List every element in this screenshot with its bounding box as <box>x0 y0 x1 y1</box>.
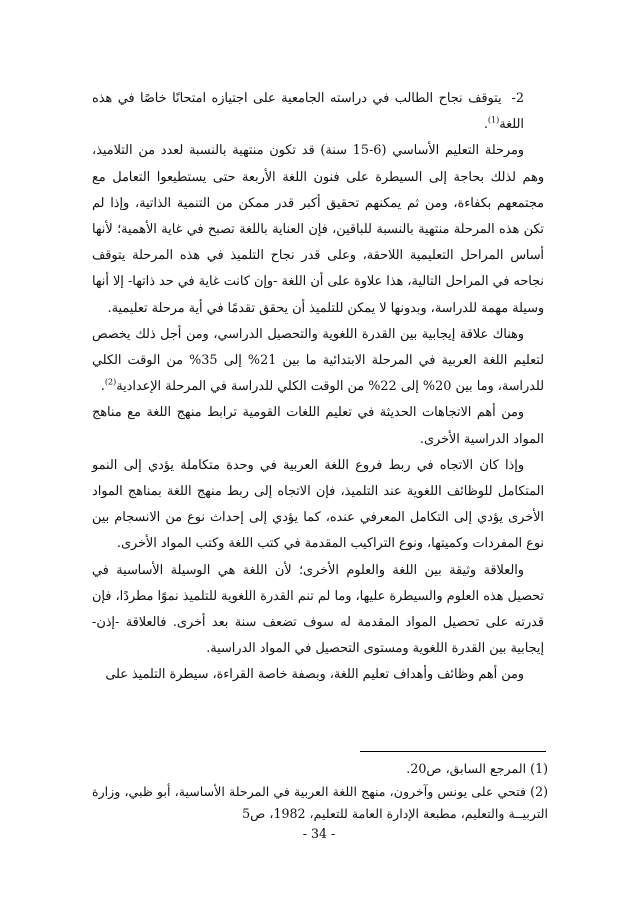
paragraph-text: يتوقف نجاح الطالب في دراسته الجامعية على اجتيازه امتحانًا خاصًا في هذه اللغة <box>92 91 524 133</box>
footnote-text: فتحي على يونس وآخرون، منهج اللغة العربية في المرحلة الأساسية، أبو ظبي، وزارة التربيــة والتعليم، مطبعة الإدارة العامة للتعليم، 1982، ص5 <box>92 783 548 821</box>
footnote <box>92 781 548 826</box>
paragraph: ومرحلة التعليم الأساسي (6-15 سنة) قد تكون منتهية بالنسبة لعدد من التلاميذ، وهم لذلك بحاجة إلى السيطرة على فنون اللغة الأربعة حتى يستطيعوا التعامل مع مجتمعهم بكفاءة، ومن ثم يمكنهم تحقيق أكبر قدر ممكن من التنمية الذاتية، وإذا لم تكن هذه المرحلة منتهية بالنسبة للباقين، فإن العناية باللغة تصبح في غاية الأهمية؛ لأنها أساس المراحل التعليمية اللاحقة، وعلى قدر نجاح التلميذ في هذه المرحلة يتوقف نجاحه في المراحل التالية، هذا علاوة على أن اللغة -وإن كانت غاية في حد ذاتها- إلا أنها وسيلة مهمة للدراسة، وبدونها لا يمكن للتلميذ أن يحقق تقدمًا في أية مرحلة تعليمية. <box>92 143 544 316</box>
footnote <box>92 758 548 781</box>
footnote-marker: (1) <box>530 761 548 776</box>
paragraph: وإذا كان الاتجاه في ربط فروع اللغة العربية في وحدة متكاملة يؤدي إلى النمو المتكامل للوظائف اللغوية عند التلميذ، فإن الاتجاه إلى ربط منهج اللغة بمناهج المواد الأخرى يؤدي إلى التكامل المعرفي عنده، كما يؤدي إلى إحداث نوع من الانسجام بين نوع المفردات وكميتها، ونوع التراكيب المقدمة في كتب اللغة وكتب المواد الأخرى. <box>92 457 544 552</box>
paragraph: والعلاقة وثيقة بين اللغة والعلوم الأخرى؛ لأن اللغة هي الوسيلة الأساسية في تحصيل هذه العلوم والسيطرة عليها، وما لم تنم القدرة اللغوية للتلميذ نموًا مطردًا، فإن قدرته على تحصيل المواد المقدمة له سوف تضعف سنة بعد أخرى. فالعلاقة -إذن- إيجابية بين القدرة اللغوية ومستوى التحصيل في المواد الدراسية. <box>92 562 544 657</box>
page-number: - 34 - <box>302 826 336 841</box>
footnote-ref: (1) <box>487 115 500 125</box>
footnote-ref: (2) <box>104 377 117 387</box>
footnote-marker: (2) <box>530 783 548 799</box>
footnote-text: المرجع السابق، ص20. <box>406 761 527 776</box>
paragraph: ومن أهم الاتجاهات الحديثة في تعليم اللغات القومية ترابط منهج اللغة مع مناهج المواد الدراسية الأخرى. <box>92 405 544 447</box>
body-text <box>92 86 544 689</box>
footnote-separator <box>360 751 546 752</box>
numbered-paragraph: 2-يتوقف نجاح الطالب في دراسته الجامعية على اجتيازه امتحانًا خاصًا في هذه اللغة$^{(1)}$. <box>92 91 524 133</box>
paragraph: ومن أهم وظائف وأهداف تعليم اللغة، وبصفة خاصة القراءة، سيطرة التلميذ على <box>105 667 524 683</box>
paragraph-number: 2- <box>511 91 524 106</box>
paragraph-text: وهناك علاقة إيجابية بين القدرة اللغوية والتحصيل الدراسي، ومن أجل ذلك يخصص لتعليم اللغة العربية في المرحلة الابتدائية ما بين 21% إلى 35% من الوقت الكلي للدراسة، وما بين 20% إلى 22% من الوقت الكلي للدراسة في المرحلة الإعدادية <box>92 326 545 395</box>
footnotes <box>92 758 548 826</box>
paragraph: وهناك علاقة إيجابية بين القدرة اللغوية والتحصيل الدراسي، ومن أجل ذلك يخصص لتعليم اللغة العربية في المرحلة الابتدائية ما بين 21% إلى 35% من الوقت الكلي للدراسة، وما بين 20% إلى 22% من الوقت الكلي للدراسة في المرحلة الإعدادية$^{(2)}$. <box>92 326 545 395</box>
